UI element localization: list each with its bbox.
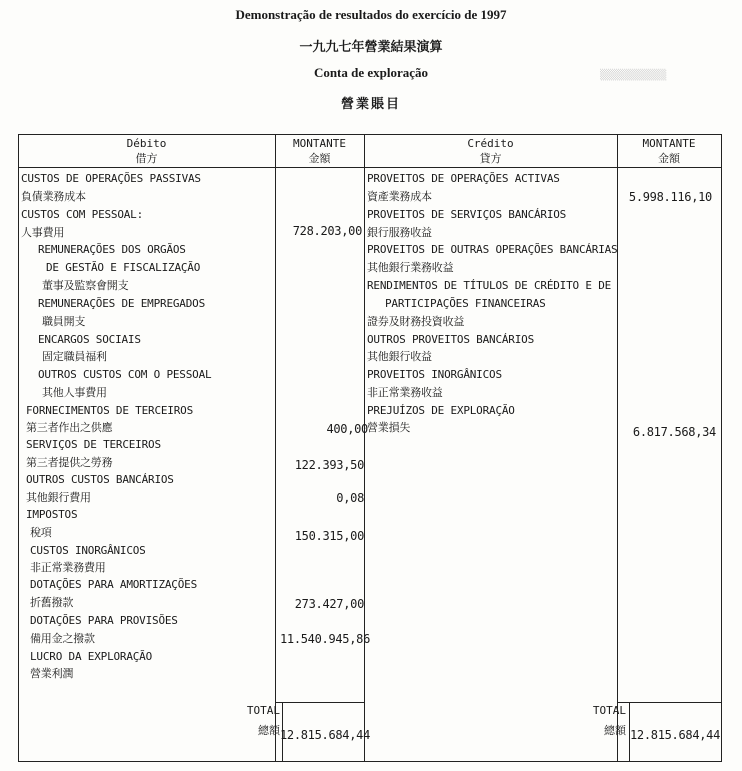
- debit-line: 第三者提供之勞務: [26, 456, 113, 469]
- debit-line: DOTAÇÕES PARA AMORTIZAÇÕES: [30, 578, 197, 591]
- bleed-through-text: ▒▒▒▒▒▒▒▒▒▒▒: [600, 70, 667, 81]
- debit-amount: 11.540.945,86: [279, 632, 370, 646]
- debit-amount: 150.315,00: [294, 529, 364, 543]
- debit-amount: 0,08: [336, 491, 364, 505]
- credit-line: 其他銀行收益: [367, 350, 432, 363]
- credit-line: 非正常業務收益: [367, 386, 443, 399]
- credit-line: PROVEITOS DE OUTRAS OPERAÇÕES BANCÁRIAS: [367, 243, 618, 256]
- debit-total-amount: 12.815.684,44: [279, 728, 370, 742]
- debit-line: DOTAÇÕES PARA PROVISÕES: [30, 614, 178, 627]
- debit-line: OUTROS CUSTOS COM O PESSOAL: [38, 368, 212, 381]
- column-debit-heading: Débito 借方: [126, 137, 167, 165]
- debit-total-rule: [275, 702, 365, 703]
- credit-line: PARTICIPAÇÕES FINANCEIRAS: [385, 297, 546, 310]
- debit-line: CUSTOS DE OPERAÇÕES PASSIVAS: [21, 172, 201, 185]
- debit-line: ENCARGOS SOCIAIS: [38, 333, 141, 346]
- debit-line: 負債業務成本: [21, 190, 86, 203]
- debit-amount: 400,00: [326, 422, 368, 436]
- debit-line: 第三者作出之供應: [26, 421, 113, 434]
- debit-line: FORNECIMENTOS DE TERCEIROS: [26, 404, 193, 417]
- debit-line: 人事費用: [21, 226, 65, 239]
- debit-line: DE GESTÃO E FISCALIZAÇÃO: [46, 261, 201, 274]
- debit-amount: 122.393,50: [294, 458, 364, 472]
- subtitle-zh: 營業賬目: [340, 96, 401, 111]
- divider-amount-credit: [364, 134, 365, 761]
- debit-line: SERVIÇOS DE TERCEIROS: [26, 438, 161, 451]
- debit-line: 其他人事費用: [42, 386, 107, 399]
- credit-line: RENDIMENTOS DE TÍTULOS DE CRÉDITO E DE: [367, 279, 612, 292]
- title-zh: 一九九七年營業結果演算: [299, 39, 443, 54]
- column-montante-credit-heading: MONTANTE 金額: [642, 137, 696, 165]
- debit-total-label: TOTAL: [246, 704, 280, 717]
- debit-line: 稅項: [30, 526, 52, 539]
- debit-total-label-zh: 總額: [258, 724, 280, 737]
- debit-line: REMUNERAÇÕES DOS ORGÃOS: [38, 243, 186, 256]
- debit-line: 非正常業務費用: [30, 561, 106, 574]
- debit-amount: 273.427,00: [294, 597, 364, 611]
- debit-line: LUCRO DA EXPLORAÇÃO: [30, 650, 153, 663]
- divider-credit-amount: [617, 134, 618, 761]
- subtitle-pt: Conta de exploração: [313, 65, 429, 80]
- credit-amount: 6.817.568,34: [632, 425, 716, 439]
- credit-amount: 5.998.116,10: [628, 190, 712, 204]
- debit-line: CUSTOS INORGÂNICOS: [30, 544, 146, 557]
- debit-line: 職員開支: [42, 315, 86, 328]
- debit-line: IMPOSTOS: [26, 508, 78, 521]
- credit-total-rule: [617, 702, 722, 703]
- debit-line: OUTROS CUSTOS BANCÁRIOS: [26, 473, 174, 486]
- credit-line: PROVEITOS INORGÂNICOS: [367, 368, 502, 381]
- debit-line: 折舊撥款: [30, 596, 74, 609]
- credit-line: PROVEITOS DE SERVIÇOS BANCÁRIOS: [367, 208, 567, 221]
- credit-line: PREJUÍZOS DE EXPLORAÇÃO: [367, 404, 515, 417]
- credit-line: 證券及財務投資收益: [367, 315, 465, 328]
- column-montante-heading: MONTANTE 金額: [293, 137, 346, 165]
- debit-line: 備用金之撥款: [30, 632, 95, 645]
- debit-line: 其他銀行費用: [26, 491, 91, 504]
- debit-line: CUSTOS COM PESSOAL:: [21, 208, 144, 221]
- column-credit-heading: Crédito 貸方: [467, 137, 514, 165]
- credit-line: 銀行服務收益: [367, 226, 432, 239]
- credit-total-amount: 12.815.684,44: [630, 728, 721, 742]
- debit-line: 董事及監察會開支: [42, 279, 129, 292]
- credit-total-label-zh: 總額: [604, 724, 626, 737]
- credit-line: OUTROS PROVEITOS BANCÁRIOS: [367, 333, 534, 346]
- debit-line: 營業利潤: [30, 667, 74, 680]
- debit-line: 固定職員福利: [42, 350, 107, 363]
- title-pt: Demonstração de resultados do exercício de 1997: [235, 7, 507, 22]
- debit-amount: 728.203,00: [292, 224, 362, 238]
- credit-line: 營業損失: [367, 421, 411, 434]
- credit-total-label: TOTAL: [592, 704, 626, 717]
- credit-line: PROVEITOS DE OPERAÇÕES ACTIVAS: [367, 172, 560, 185]
- credit-line: 其他銀行業務收益: [367, 261, 454, 274]
- debit-line: REMUNERAÇÕES DE EMPREGADOS: [38, 297, 205, 310]
- credit-line: 資產業務成本: [367, 190, 432, 203]
